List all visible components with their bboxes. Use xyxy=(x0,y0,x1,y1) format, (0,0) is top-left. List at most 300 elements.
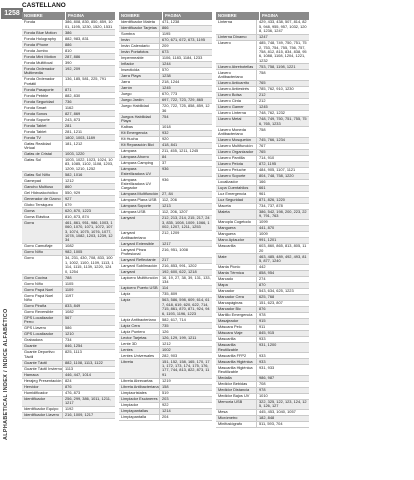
entry-name: Guante Táctil xyxy=(22,361,63,366)
entry-pages: 287, 886 xyxy=(65,53,81,59)
entry-name: Juego xyxy=(119,92,160,97)
index-entry xyxy=(119,167,212,177)
entry-name: Gancho Multiuso xyxy=(22,184,63,189)
entry-pages: 243, 873 xyxy=(65,116,81,122)
entry-pages: 1113 xyxy=(65,365,74,371)
entry-name: Sombra xyxy=(119,32,160,37)
entry-name: Medidor Distancia xyxy=(216,388,257,393)
entry-name: Llavero Mosquetón xyxy=(216,138,257,143)
entry-pages: 112, 206, 1207 xyxy=(162,209,188,215)
entry-pages: 931, 1200 xyxy=(259,342,277,348)
entry-pages: 1003, 1220 xyxy=(65,150,85,156)
entry-name: Fonda Multifocal xyxy=(22,60,63,65)
entry-pages: 788 xyxy=(65,274,72,280)
entry-name: Luz Seguridad xyxy=(216,198,257,203)
entry-pages: 927 xyxy=(65,195,72,201)
entry-name: Juegos Habilidad Playa xyxy=(119,114,160,123)
entry-pages: 582, 617, 714 xyxy=(162,316,186,322)
entry-name: Lámpara xyxy=(119,149,160,154)
entry-name: Fonda iPhone xyxy=(22,42,63,47)
entry-name: Fonda Seguridad xyxy=(22,99,63,104)
entry-pages: 386, 808, 830, 850, 859, 1001, 1195, 1230, 1520, 1531 xyxy=(65,19,113,29)
entry-pages: 1105 xyxy=(65,280,74,286)
entry-pages: 936 xyxy=(162,176,169,182)
entry-pages: 34, 231, 430, 708, 833, 1001, 1002, 1100, 1109, 1113, 1114, 1115, 1139, 1220, 1240, 1254 xyxy=(65,255,114,274)
entry-pages: 986, 987 xyxy=(259,374,275,380)
entry-name: Máscara Viaje xyxy=(216,331,257,336)
entry-name: Goma Elástica xyxy=(22,214,63,219)
side-tab xyxy=(0,0,20,480)
entry-pages: 708 xyxy=(259,380,266,386)
entry-name: Guante Deportivo Táctil xyxy=(22,350,63,359)
entry-name: Lámpara Ahorro xyxy=(119,155,160,160)
entry-name: Llavero Moneda Antibacteriano xyxy=(216,127,257,136)
entry-name: GPS Localizador xyxy=(22,332,63,337)
index-entry xyxy=(216,20,309,35)
entry-pages: 932 xyxy=(162,130,169,136)
entry-name: Fonda Tablet xyxy=(22,129,63,134)
entry-name: Manta Térmica xyxy=(216,271,257,276)
entry-pages: 256, 299, 386, 1011, 1211, 1217 xyxy=(65,395,111,406)
entry-pages: 978 xyxy=(259,386,266,392)
entry-pages: 827, 869 xyxy=(65,110,81,116)
entry-pages: 961 xyxy=(259,190,266,196)
entry-name: Limpiador xyxy=(119,403,160,408)
entry-name: Maleta xyxy=(216,210,257,219)
entry-name: Lector Tarjetas xyxy=(119,335,160,340)
entry-name: Lapicero Multifunción xyxy=(119,276,160,285)
entry-name: Impermeable xyxy=(119,56,160,61)
entry-name: Fonda Blue Motion xyxy=(22,30,63,35)
entry-pages: 166 xyxy=(259,178,266,184)
entry-name: Manopla Cogetodo xyxy=(216,220,257,225)
entry-pages: 212, 1209 xyxy=(162,230,180,236)
entry-pages: 126, 129, 199, 1211 xyxy=(162,334,197,340)
entry-name: Jarra xyxy=(119,80,160,85)
entry-pages: 882, 830 xyxy=(65,92,81,98)
entry-name: Limpiapantallas xyxy=(119,409,160,414)
entry-pages: 442 xyxy=(259,264,266,270)
entry-name: Fonda Ordenador Multimedia xyxy=(22,66,63,75)
index-column-3 xyxy=(216,12,309,428)
entry-pages: 281, 1211 xyxy=(65,128,83,134)
entry-name: Kalbas xyxy=(119,125,160,130)
index-entry xyxy=(22,350,115,360)
index-entry xyxy=(22,77,115,87)
entry-pages: 810, 873, 874 xyxy=(65,213,89,219)
brand-header: NOMBRE xyxy=(22,12,66,20)
entry-name: Mascarilla Reutilizable xyxy=(216,343,257,352)
entry-pages: 1219 xyxy=(162,377,171,383)
entry-name: Martillo Emergencia xyxy=(216,313,257,318)
index-entry xyxy=(22,256,115,275)
entry-name: Manta Picnic xyxy=(216,265,257,270)
entry-pages: 714, 910 xyxy=(259,154,275,160)
entry-name: Llavero Antibacteriano xyxy=(216,70,257,79)
entry-name: Llavero Pelota xyxy=(216,162,257,167)
entry-pages: 1099 xyxy=(259,219,268,225)
entry-pages: 625, 768 xyxy=(259,294,275,300)
entry-name: Jarrón xyxy=(119,86,160,91)
entry-pages: 16, 19, 27, 38, 39, 131, 133, 134 xyxy=(162,274,211,285)
entry-pages: 543, 634, 625, 1223 xyxy=(259,288,294,294)
language-heading: CASTELLANO xyxy=(22,2,66,9)
entry-pages: 1238 xyxy=(162,73,171,79)
entry-name: Gorro Piraña xyxy=(22,304,63,309)
entry-name: Fonda Sonos xyxy=(22,111,63,116)
entry-name: Gel Hidroalcohólico xyxy=(22,190,63,195)
entry-pages: 281 xyxy=(65,122,72,128)
entry-name: Hervidor xyxy=(22,385,63,390)
entry-name: Jarra Playa xyxy=(119,74,160,79)
entry-pages: 429, 433, 438, 507, 814, 825, 948, 955, 957, 1032, 1208, 1236, 1247 xyxy=(259,19,307,34)
entry-name: Marcado xyxy=(216,277,257,282)
entry-pages: 825, 1113 xyxy=(65,349,82,355)
entry-pages: 785, 762, 910, 1230 xyxy=(259,86,294,92)
entry-pages: 846, 1254 xyxy=(65,343,83,349)
entry-name: Gorro Camuflaje xyxy=(22,244,63,249)
entry-name: Lápiz Cera xyxy=(119,323,160,328)
entry-pages: 872, 1195 xyxy=(259,160,277,166)
entry-pages: 485, 748, 749, 750, 751, 752, 753, 754, 755, 756, 757, 758, 812, 815, 834, 838, 956, 1088, 1108, 1204, 1221, 1232 xyxy=(259,40,307,63)
entry-name: Identificador Llavero xyxy=(22,413,63,418)
index-column-1 xyxy=(22,12,115,419)
entry-pages: 871 xyxy=(65,86,72,92)
entry-name: Identificador Maleta xyxy=(119,20,160,25)
entry-name: Libreta xyxy=(119,359,160,377)
entry-pages: 192, 600, 622, 1218 xyxy=(162,268,197,274)
entry-name: Minifusiógrafo xyxy=(216,422,257,427)
entry-name: Kit Hucha xyxy=(119,137,160,142)
entry-pages: 192, 209 xyxy=(65,65,81,71)
entry-name: Mano Aplaudor xyxy=(216,238,257,243)
entry-name: Fonda Mini Motion xyxy=(22,54,63,59)
entry-pages: 209 xyxy=(162,43,169,49)
entry-name: Mapa xyxy=(216,283,257,288)
entry-name: Lanyard Antibacteriano xyxy=(119,231,160,240)
entry-name: Generador de Ozono xyxy=(22,196,63,201)
codes-header: PAGINA xyxy=(165,13,181,18)
entry-name: Gafas de Cristal xyxy=(22,152,63,157)
entry-name: Inflador xyxy=(119,62,160,67)
entry-pages: 735 xyxy=(162,322,169,328)
entry-pages: 982, 1005 xyxy=(65,249,83,255)
entry-pages: 1210 xyxy=(65,331,74,337)
entry-name: Humidificador xyxy=(22,391,63,396)
entry-pages: 933 xyxy=(259,336,266,342)
entry-name: Lámpara Multifunción xyxy=(121,191,159,197)
entry-pages: 567 xyxy=(65,314,72,320)
brand-header: NOMBRE xyxy=(119,12,163,20)
entry-name: Gorro Papá Noel xyxy=(22,287,63,292)
entry-pages: 858, 954 xyxy=(259,270,275,276)
entry-name: Gafas Realidad Virtual xyxy=(22,141,63,150)
entry-pages: 212 xyxy=(259,92,266,98)
entry-name: Limpiador Escáneres xyxy=(119,397,160,402)
entry-name: Memoria USB xyxy=(216,400,257,409)
entry-pages: 603, 860, 865, 813, 805, 1120 xyxy=(259,243,307,253)
entry-name: Llavero Gamer xyxy=(216,105,257,110)
entry-pages: 463, 485, 489, 492, 493, 815, 877, 1240 xyxy=(259,253,307,264)
entry-name: Marcapáginas xyxy=(216,301,257,306)
entry-pages: 1212 xyxy=(162,340,171,346)
entry-name: Grabadora xyxy=(22,338,63,343)
entry-pages: 550, 929 xyxy=(65,189,81,195)
entry-name: Guante xyxy=(22,344,63,349)
entry-pages: 511, 593, 704 xyxy=(259,421,283,427)
entry-pages: 1018 xyxy=(162,124,171,130)
entry-pages: 1244 xyxy=(162,61,171,67)
entry-name: Gorro Niño xyxy=(22,281,63,286)
entry-pages: 1212 xyxy=(65,177,74,183)
entry-pages: 218, 1244 xyxy=(162,79,180,85)
index-entry xyxy=(22,413,115,419)
entry-name: Gorro Reversible xyxy=(22,310,63,315)
entry-name: Llavero Linterna xyxy=(216,111,257,116)
entry-name: Lanyard xyxy=(119,216,160,230)
entry-name: Llavero Bolsa xyxy=(216,93,257,98)
entry-name: Herajeg Presentación xyxy=(24,377,62,383)
entry-pages: 1802, 1003, 1189 xyxy=(65,134,95,140)
index-rows xyxy=(22,20,115,419)
entry-pages: 1247 xyxy=(259,34,268,40)
entry-pages: 1002 xyxy=(162,346,171,352)
entry-pages: 1010 xyxy=(259,392,268,398)
entry-name: Mascarilla FFP2 xyxy=(216,353,257,358)
entry-name: Lentes xyxy=(119,347,160,352)
entry-pages: 876 xyxy=(259,306,266,312)
entry-name: Lápiz Antibacteriano xyxy=(119,317,160,322)
entry-name: Linterna xyxy=(216,20,257,34)
entry-name: Fonda Smart xyxy=(22,105,63,110)
entry-name: Máscara Pelo xyxy=(216,325,257,330)
entry-name: Guante Táctil Invierno xyxy=(24,365,62,371)
entry-name: Medidor Bajos UV xyxy=(216,394,257,399)
entry-name: Localizador xyxy=(216,180,257,185)
entry-name: Maceta xyxy=(216,204,257,209)
entry-name: Fonda Pasaporte xyxy=(22,87,63,92)
entry-pages: 810 xyxy=(65,47,72,53)
entry-pages: 126 xyxy=(162,328,169,334)
entry-pages: 911 xyxy=(259,324,266,330)
entry-pages: 418, 841 xyxy=(162,142,178,148)
entry-pages: 670, 773 xyxy=(162,91,178,97)
entry-name: Imán Calendario xyxy=(119,44,160,49)
entry-pages: 563, 586, 598, 609, 614, 617, 618, 619, 620, 622, 714, 715, 861, 870, 871, 924, 946, 1193, 1196, 1223 xyxy=(162,297,210,316)
index-entry xyxy=(119,359,212,378)
entry-pages: 1245 xyxy=(259,104,268,110)
entry-pages: 216, 853, 991, 1202 xyxy=(162,262,197,268)
entry-name: Lámpara Esterilizadora UV Cargador xyxy=(119,177,160,191)
entry-pages: 216, 951, 1008 xyxy=(162,246,188,252)
entry-pages: 936 xyxy=(162,166,169,172)
entry-name: Lámpara Esterilizadora UV xyxy=(119,167,160,176)
entry-name: Marcador Bic xyxy=(216,307,257,312)
entry-pages: 931, 933 xyxy=(259,364,275,370)
entry-pages: 212, 213, 214, 215, 217, 243, 835, 1008, 1009, 1066, 1002, 1207, 1211, 1253 xyxy=(162,215,210,230)
entry-name: Mascarilla xyxy=(216,337,257,342)
entry-pages: 748, 762, 1232 xyxy=(259,110,285,116)
entry-pages: 1009 xyxy=(259,231,268,237)
entry-pages: 1197 xyxy=(65,292,74,298)
entry-pages: 933 xyxy=(259,358,266,364)
entry-pages: 670, 671, 672, 673, 1195 xyxy=(162,37,205,43)
entry-name: Llavero Cinta xyxy=(216,99,257,104)
entry-name: Micrómetro xyxy=(216,416,257,421)
entry-pages: 203 xyxy=(162,395,169,401)
entry-name: Lápiz xyxy=(119,292,160,297)
index-column-2 xyxy=(119,12,212,421)
entry-pages: 767 xyxy=(259,142,266,148)
page-number: 1258 xyxy=(1,8,23,19)
entry-pages: 845, 915 xyxy=(259,330,275,336)
entry-name: Fonda Pebble xyxy=(22,93,63,98)
entry-name: Llavero Pantilla xyxy=(216,156,257,161)
index-entry xyxy=(22,20,115,30)
entry-pages: 860 xyxy=(65,183,72,189)
entry-pages: 673 xyxy=(162,49,169,55)
entry-name: Lámpara Camping xyxy=(119,161,160,166)
entry-name: Luz Emergencia xyxy=(216,192,257,197)
entry-name: Gorro xyxy=(22,256,63,274)
entry-pages: 1213 xyxy=(162,203,171,209)
entry-pages: 765 xyxy=(259,80,266,86)
entry-pages: 824 xyxy=(65,377,72,383)
entry-pages: 136, 185, 581, 225, 791 xyxy=(65,76,107,82)
entry-pages: 1003, 1022, 1023, 1024, 1083, 1085, 1102, 1108, 1203, 1209, 1210, 1252 xyxy=(65,156,114,171)
codes-header: PAGINA xyxy=(262,13,278,18)
entry-pages: 476, 873 xyxy=(65,389,81,395)
entry-name: GPS Localizador Perro xyxy=(22,316,63,325)
entry-pages: 471, 1238 xyxy=(162,19,180,25)
entry-name: Juego Habilidad xyxy=(119,104,160,113)
entry-name: Limpiapantalla xyxy=(119,415,160,420)
entry-pages: 151, 623, 807 xyxy=(259,300,283,306)
entry-pages: 386 xyxy=(65,29,72,35)
entry-pages: 570 xyxy=(162,67,169,73)
index-entry xyxy=(119,231,212,241)
entry-pages: 866 xyxy=(162,25,169,31)
index-entry xyxy=(119,177,212,192)
entry-name: Llavero xyxy=(216,41,257,64)
entry-name: Fonda xyxy=(22,20,63,29)
entry-name: Fonda TV xyxy=(22,135,63,140)
entry-name: Lentes Universales xyxy=(119,353,160,358)
entry-pages: 37 xyxy=(162,160,167,166)
entry-name: Libreta Abrecartas xyxy=(119,379,160,384)
entry-pages: 748, 749, 750, 751, 755, 756, 765, 1233 xyxy=(259,116,307,126)
entry-name: Mascarilla Higiénica Reutilizable xyxy=(216,365,257,374)
entry-name: Manguera xyxy=(216,232,257,237)
entry-name: Lápiz xyxy=(119,298,160,316)
entry-name: Llavero Abrebotellas xyxy=(216,64,257,69)
entry-pages: 582, 1016 xyxy=(65,171,83,177)
entry-pages: 182, 848 xyxy=(259,415,275,421)
entry-name: Fonda Jumbo xyxy=(22,48,63,53)
entry-pages: 390 xyxy=(65,59,72,65)
entry-pages: 1195 xyxy=(162,31,171,37)
index-entry xyxy=(119,216,212,231)
entry-pages: 1082 xyxy=(65,308,74,314)
entry-pages: 933 xyxy=(259,352,266,358)
entry-pages: 871, 826, 1220 xyxy=(259,196,285,202)
entry-name: Gamepad xyxy=(22,178,63,183)
codes-header: PAGINA xyxy=(68,13,84,18)
index-entry xyxy=(119,415,212,421)
entry-name: Lanyard Extensible xyxy=(119,241,160,246)
entry-pages: 882, 983, 831 xyxy=(65,35,89,41)
entry-pages: 112, 206 xyxy=(162,197,177,203)
entry-name: Lámpara Soporte xyxy=(119,204,160,209)
entry-name: Gorro Papá Noel Niño xyxy=(22,293,63,302)
entry-name: Marcador xyxy=(216,289,257,294)
entry-pages: 1214 xyxy=(162,407,171,413)
entry-name: Kit Emergencia xyxy=(119,131,160,136)
entry-pages: 27, 84 xyxy=(162,191,173,197)
entry-name: Fonda Holography xyxy=(22,36,63,41)
entry-name: Llavero Peluche xyxy=(216,168,257,173)
entry-pages: 1245 xyxy=(162,85,171,91)
entry-pages: 386, 542, 198, 200, 223, 229, 791, 763 xyxy=(259,208,307,219)
entry-name: Manguera xyxy=(216,226,257,231)
entry-pages: 833, 849 xyxy=(65,302,81,308)
entry-pages: 753, 758, 1198, 1221 xyxy=(259,63,296,69)
entry-pages: 765 xyxy=(259,148,266,154)
entry-name: Llavero Metal xyxy=(216,117,257,126)
entry-name: Fonda Tablet xyxy=(22,123,63,128)
entry-name: Lanyard xyxy=(119,270,160,275)
entry-name: Goma xyxy=(22,208,63,213)
entry-pages: 212 xyxy=(259,98,266,104)
entry-pages: 1082 xyxy=(65,243,74,249)
index-entry xyxy=(22,220,115,244)
entry-name: Gafas Sol Niño xyxy=(22,172,63,177)
entry-name: Medidor Bebidas xyxy=(216,382,257,387)
index-entry xyxy=(119,298,212,317)
brand-header: NOMBRE xyxy=(216,12,260,20)
index-entry xyxy=(216,41,309,65)
entry-name: Imán Portafotos xyxy=(119,50,160,55)
entry-pages: 720, 722, 725, 858, 859, 1236 xyxy=(162,103,210,113)
entry-name: Lápiz Puntero xyxy=(119,329,160,334)
entry-name: Gafas Sol xyxy=(22,158,63,172)
entry-name: Lanyard Sublimación xyxy=(119,264,160,269)
entry-name: Lanyard Pinza Profesional xyxy=(119,247,160,256)
entry-pages: 519 xyxy=(162,389,169,395)
entry-name: Insecticida xyxy=(119,68,160,73)
entry-pages: 661 xyxy=(259,184,266,190)
entry-pages: 441, 870 xyxy=(259,225,275,231)
entry-pages: 734, 737, 878 xyxy=(259,202,283,208)
entry-pages: 114 xyxy=(162,285,169,291)
entry-name: Llavero Anticarrito xyxy=(216,81,257,86)
entry-pages: 322, 325, 122, 123, 124, 125, 126, 127 xyxy=(259,398,307,409)
entry-name: Mesa xyxy=(216,410,257,415)
index-rows xyxy=(216,20,309,428)
entry-pages: 274 xyxy=(259,276,266,282)
entry-name: Llavero Organizador xyxy=(216,150,257,155)
entry-name: Lámpara Plana USB xyxy=(119,198,160,203)
entry-pages: 151, 152, 158, 165, 170, 171, 172, 173, 174, 175, 176, 177, 744, 813, 822, 873, 1191 xyxy=(162,358,210,377)
entry-name: Linterna Dinamo xyxy=(216,35,257,40)
index-entry xyxy=(216,422,309,428)
entry-name: Gorro Niño xyxy=(22,250,63,255)
entry-name: Gorro Cocina xyxy=(22,275,63,280)
entry-pages: 758 xyxy=(259,126,266,132)
entry-pages: 217 xyxy=(162,256,169,262)
index-entry xyxy=(216,244,309,254)
entry-pages: 758 xyxy=(259,69,266,75)
